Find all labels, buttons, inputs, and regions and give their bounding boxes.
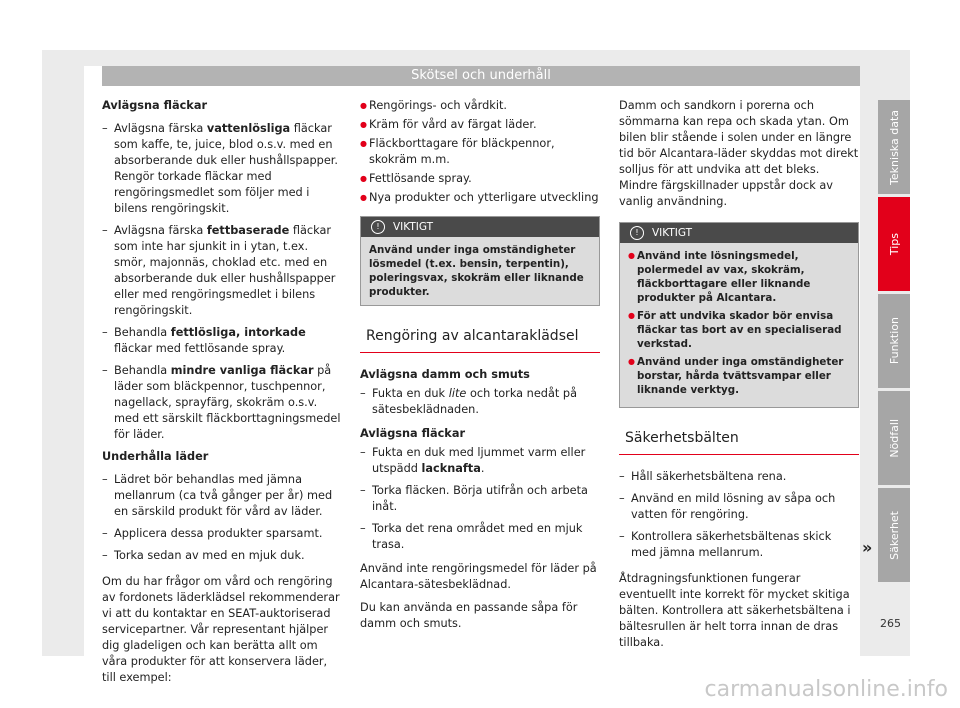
list-item-emphasis: lite <box>448 387 467 400</box>
heading-dust: Avlägsna damm och smuts <box>360 368 530 381</box>
paragraph: Damm och sandkorn i porerna och sömmarna kan repa och skada ytan. Om bilen blir stående i solen under en längre tid bör Alcantara-läder skyddas mot direkt solljus för att undvika att det bleks. Mindre färgskillnader uppstår dock av vanlig användning. <box>619 99 859 208</box>
section-title-alcantara: Rengöring av alcantaraklädsel <box>360 328 600 353</box>
list-item: – Kontrollera säkerhetsbältenas skick med jämna mellanrum. <box>619 529 859 561</box>
tab-label: Nödfall <box>887 418 901 458</box>
warning-bullet: ● Använd inte lösningsmedel, polermedel av vax, skokräm, fläckborttagare eller liknande produkter på Alcantara. <box>628 249 850 305</box>
list-item: – Torka sedan av med en mjuk duk. <box>102 548 342 564</box>
warning-content <box>620 243 858 407</box>
tab-label: Tips <box>887 232 901 256</box>
tab-label: Säkerhet <box>887 510 901 560</box>
warning-icon: ! <box>371 220 385 234</box>
warning-box <box>619 222 859 408</box>
list-item: – Torka det rena området med en mjuk trasa. <box>360 521 600 553</box>
list-item: – Applicera dessa produkter sparsamt. <box>102 526 342 542</box>
warning-bullet: ● Använd under inga omständigheter borstar, hårda tvättsvampar eller liknande verktyg. <box>628 355 850 397</box>
warning-title: VIKTIGT <box>393 221 434 233</box>
list-item-keyword: vattenlösliga <box>206 122 291 135</box>
list-item <box>102 325 342 357</box>
tab-tekniska-data[interactable] <box>878 100 910 194</box>
list-item <box>102 223 342 319</box>
list-item <box>102 363 342 443</box>
list-item-text: fläckar som kaffe, te, juice, blod o.s.v. med en absorberande duk eller hushållspapper. Rengör torkade fläckar med rengöringsmedlet som följer med i bilens rengöringskit. <box>114 122 339 215</box>
column-1 <box>102 98 342 693</box>
warning-text: Använd under inga omständigheter lösmedel (t.ex. bensin, terpentin), poleringsvax, skokräm eller liknande produkter. <box>361 237 599 305</box>
warning-title: VIKTIGT <box>652 227 693 239</box>
list-item-keyword: lacknafta <box>421 462 481 475</box>
heading-stains: Avlägsna fläckar <box>360 427 466 440</box>
paragraph: Använd inte rengöringsmedel för läder på Alcantara-sätesbeklädnad. <box>360 562 597 591</box>
list-item-text: på läder som bläckpennor, tuschpennor, nagellack, sprayfärg, skokräm o.s.v. med ett särskilt fläckborttagningsmedel för läder. <box>114 364 341 441</box>
warning-bullet: ● För att undvika skador bör envisa fläckar tas bort av en specialiserad verkstad. <box>628 309 850 351</box>
list-item: – Lädret bör behandlas med jämna mellanrum (ca två gånger per år) med en särskild produkt för vård av läder. <box>102 472 342 520</box>
bullet-item: ● Rengörings- och vårdkit. <box>360 98 600 114</box>
warning-header <box>361 217 599 237</box>
list-item-text: Behandla <box>114 326 171 339</box>
bullet-item: ● Nya produkter och ytterligare utveckling <box>360 190 600 206</box>
bullet-item: ● Fettlösande spray. <box>360 171 600 187</box>
heading-leather-care: Underhålla läder <box>102 450 209 463</box>
tab-funktion[interactable] <box>878 294 910 388</box>
continue-arrow-icon: » <box>862 538 873 557</box>
chapter-tabs <box>878 100 910 585</box>
page-number: 265 <box>880 617 901 630</box>
paragraph: Åtdragningsfunktionen fungerar eventuellt inte korrekt för mycket skitiga bälten. Kontrollera att säkerhetsbältena i bältesrullen är helt torra innan de dras tillbaka. <box>619 572 851 649</box>
list-item-text: fläckar som inte har sjunkit in i ytan, t.ex. smör, majonnäs, choklad etc. med en absorberande duk eller hushållspapper eller med rengöringsmedlet i bilens rengöringskit. <box>114 224 336 317</box>
column-2 <box>360 98 600 639</box>
tab-tips[interactable] <box>878 197 910 291</box>
list-item-keyword: mindre vanliga fläckar <box>170 364 314 377</box>
tab-label: Funktion <box>887 317 901 365</box>
list-item-keyword: fettbaserade <box>206 224 290 237</box>
list-item-keyword: fettlösliga, intorkade <box>170 326 306 339</box>
list-item <box>360 445 600 477</box>
list-item: – Torka fläcken. Börja utifrån och arbeta inåt. <box>360 483 600 515</box>
list-item-text: . <box>480 462 485 475</box>
list-item-text: Behandla <box>114 364 171 377</box>
list-item: – Håll säkerhetsbältena rena. <box>619 469 859 485</box>
paragraph: Om du har frågor om vård och rengöring av fordonets läderklädsel rekommenderar vi att du kontaktar en SEAT-auktoriserad servicepartner. Vår representant hjälper dig gladeligen och kan berätta allt om våra produkter för att konservera läder, till exempel: <box>102 575 340 684</box>
warning-header <box>620 223 858 243</box>
list-item <box>102 121 342 217</box>
watermark: carmanualsonline.info <box>704 677 948 702</box>
list-item-text: Avlägsna färska <box>114 224 207 237</box>
list-item-text: Fukta en duk med ljummet varm eller utspädd <box>372 446 586 475</box>
tab-sakerhet[interactable] <box>878 488 910 582</box>
paragraph: Du kan använda en passande såpa för damm och smuts. <box>360 601 578 630</box>
list-item-text: Fukta en duk <box>372 387 449 400</box>
list-item-text: och torka nedåt på sätesbeklädnaden. <box>372 387 577 416</box>
list-item-text: Avlägsna färska <box>114 122 207 135</box>
bullet-item: ● Fläckborttagare för bläckpennor, skokräm m.m. <box>360 136 600 168</box>
tab-nodfall[interactable] <box>878 391 910 485</box>
list-item: – Använd en mild lösning av såpa och vatten för rengöring. <box>619 491 859 523</box>
bullet-item: ● Kräm för vård av färgat läder. <box>360 117 600 133</box>
warning-box <box>360 216 600 306</box>
chapter-header: Skötsel och underhåll <box>102 66 860 86</box>
section-title-seatbelts: Säkerhetsbälten <box>619 430 859 455</box>
column-3 <box>619 98 859 658</box>
heading-remove-stains: Avlägsna fläckar <box>102 99 208 112</box>
list-item <box>360 386 600 418</box>
list-item-text: fläckar med fettlösande spray. <box>114 342 286 355</box>
tab-label: Tekniska data <box>887 109 901 185</box>
warning-icon: ! <box>630 226 644 240</box>
